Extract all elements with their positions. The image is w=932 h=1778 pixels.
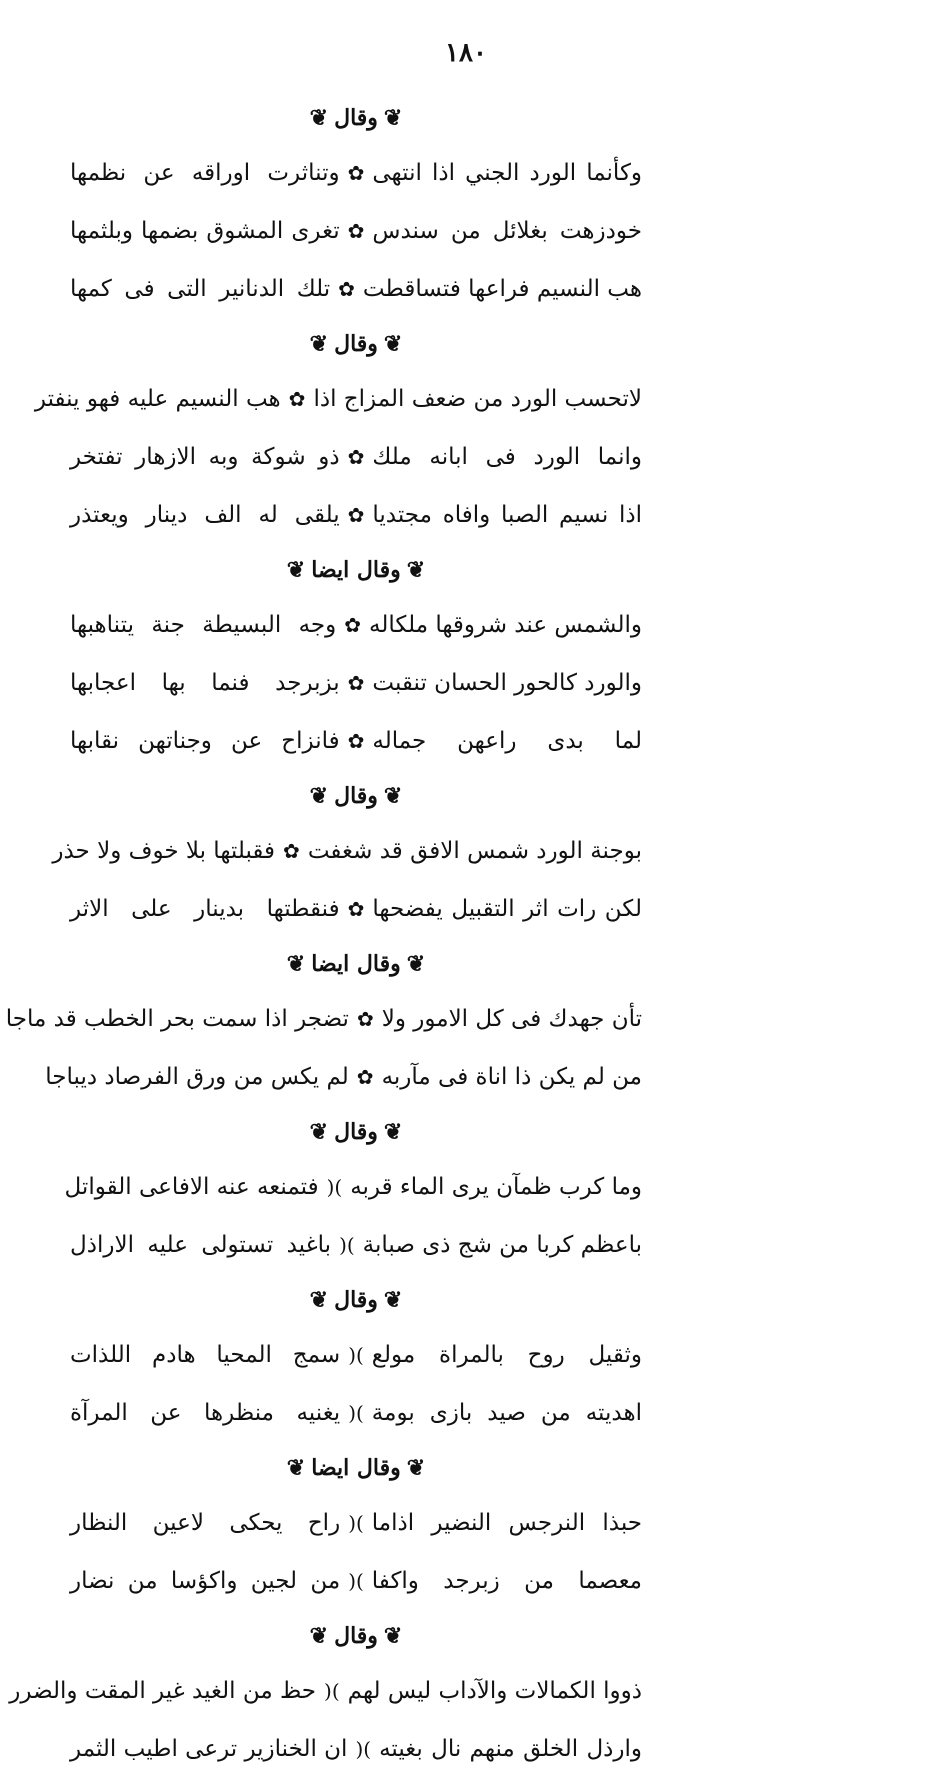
- heading-text: وقال ايضا: [311, 557, 401, 583]
- verse-first-hemistich: معصما من زبرجد واكفا: [371, 1568, 642, 1594]
- verse-first-hemistich: اهديته من صيد بازى بومة: [371, 1400, 642, 1426]
- verse-line: [45, 1048, 642, 1106]
- verse-second-hemistich: بزبرجد فنما بها اعجابها: [70, 670, 340, 696]
- ornament-icon: ❦: [309, 1623, 329, 1649]
- hemistich-separator: )(: [348, 1511, 364, 1535]
- verse-line: [5, 990, 642, 1048]
- ornament-icon: ❦: [383, 1287, 403, 1313]
- verse-line: [70, 1216, 642, 1274]
- hemistich-separator: ✿: [347, 161, 365, 185]
- hemistich-separator: ✿: [288, 387, 306, 411]
- verse-first-hemistich: هب النسيم فراعها فتساقطت: [362, 276, 642, 302]
- poem-content: [5, 92, 642, 1778]
- verse-second-hemistich: ذو شوكة وبه الازهار تفتخر: [69, 444, 340, 470]
- hemistich-separator: ✿: [356, 1065, 374, 1089]
- verse-first-hemistich: ذووا الكمالات والآداب ليس لهم: [347, 1678, 642, 1704]
- verse-second-hemistich: ان الخنازير ترعى اطيب الثمر: [70, 1736, 348, 1762]
- hemistich-separator: )(: [348, 1343, 364, 1367]
- section-heading: [70, 1610, 642, 1662]
- hemistich-separator: )(: [348, 1401, 364, 1425]
- verse-second-hemistich: سمج المحيا هادم اللذات: [69, 1342, 341, 1368]
- verse-second-hemistich: راح يحكى لاعين النظار: [69, 1510, 341, 1536]
- hemistich-separator: ✿: [344, 613, 362, 637]
- ornament-icon: ❦: [286, 1455, 306, 1481]
- heading-text: وقال: [334, 331, 378, 357]
- ornament-icon: ❦: [309, 331, 329, 357]
- hemistich-separator: ✿: [347, 897, 365, 921]
- ornament-icon: ❦: [286, 951, 306, 977]
- section-heading: [70, 92, 642, 144]
- verse-line: [70, 428, 642, 486]
- page-number: ١٨٠: [445, 38, 487, 68]
- verse-second-hemistich: تلك الدنانير التى فى كمها: [70, 276, 331, 302]
- verse-second-hemistich: فتمنعه عنه الافاعى القواتل: [64, 1174, 319, 1200]
- ornament-icon: ❦: [309, 783, 329, 809]
- verse-second-hemistich: وتناثرت اوراقه عن نظمها: [69, 160, 340, 186]
- verse-first-hemistich: والشمس عند شروقها ملكاله: [369, 612, 642, 638]
- verse-line: [70, 596, 642, 654]
- verse-line: [64, 1158, 642, 1216]
- section-heading: [70, 938, 642, 990]
- hemistich-separator: )(: [355, 1737, 372, 1761]
- hemistich-separator: ✿: [347, 445, 365, 469]
- verse-line: [70, 1494, 642, 1552]
- verse-second-hemistich: هب النسيم عليه فهو ينفتر: [34, 386, 281, 412]
- hemistich-separator: ✿: [347, 503, 365, 527]
- section-heading: [70, 544, 642, 596]
- verse-first-hemistich: تأن جهدك فى كل الامور ولا: [381, 1006, 642, 1032]
- ornament-icon: ❦: [383, 105, 403, 131]
- verse-line: [70, 712, 642, 770]
- verse-second-hemistich: فقبلتها بلا خوف ولا حذر: [52, 838, 276, 864]
- ornament-icon: ❦: [309, 1287, 329, 1313]
- hemistich-separator: )(: [348, 1569, 364, 1593]
- ornament-icon: ❦: [383, 1623, 403, 1649]
- verse-first-hemistich: بوجنة الورد شمس الافق قد شغفت: [307, 838, 642, 864]
- hemistich-separator: ✿: [356, 1007, 374, 1031]
- hemistich-separator: )(: [326, 1175, 343, 1199]
- verse-line: [70, 144, 642, 202]
- section-heading: [70, 770, 642, 822]
- verse-first-hemistich: وانما الورد فى ابانه ملك: [372, 444, 642, 470]
- verse-line: [34, 370, 642, 428]
- ornament-icon: ❦: [383, 1119, 403, 1145]
- verse-line: [70, 486, 642, 544]
- ornament-icon: ❦: [406, 951, 426, 977]
- section-heading: [70, 1442, 642, 1494]
- verse-first-hemistich: وثقيل روح بالمراة مولع: [371, 1342, 642, 1368]
- verse-second-hemistich: وجه البسيطة جنة يتناهبها: [70, 612, 337, 638]
- verse-line: [70, 880, 642, 938]
- section-heading: [70, 1274, 642, 1326]
- verse-second-hemistich: باغيد تستولى عليه الاراذل: [70, 1232, 332, 1258]
- hemistich-separator: )(: [324, 1679, 340, 1703]
- hemistich-separator: )(: [339, 1233, 355, 1257]
- verse-second-hemistich: يغنيه منظرها عن المرآة: [69, 1400, 341, 1426]
- verse-second-hemistich: لم يكس من ورق الفرصاد ديباجا: [45, 1064, 349, 1090]
- verse-second-hemistich: حظ من الغيد غير المقت والضرر: [9, 1678, 317, 1704]
- verse-first-hemistich: وما كرب ظمآن يرى الماء قربه: [350, 1174, 642, 1200]
- verse-line: [70, 1720, 642, 1778]
- verse-line: [70, 1384, 642, 1442]
- hemistich-separator: ✿: [338, 277, 355, 301]
- verse-second-hemistich: فنقطتها بدينار على الاثر: [69, 896, 340, 922]
- verse-second-hemistich: من لجين واكؤسا من نضار: [69, 1568, 341, 1594]
- ornament-icon: ❦: [383, 783, 403, 809]
- verse-line: [9, 1662, 642, 1720]
- heading-text: وقال: [334, 1623, 378, 1649]
- verse-line: [70, 260, 642, 318]
- ornament-icon: ❦: [406, 1455, 426, 1481]
- verse-line: [70, 1326, 642, 1384]
- verse-first-hemistich: لكن رات اثر التقبيل يفضحها: [372, 896, 642, 922]
- verse-second-hemistich: يلقى له الف دينار ويعتذر: [69, 502, 340, 528]
- heading-text: وقال ايضا: [311, 951, 401, 977]
- verse-first-hemistich: وكأنما الورد الجني اذا انتهى: [372, 160, 642, 186]
- ornament-icon: ❦: [309, 105, 329, 131]
- verse-line: [52, 822, 642, 880]
- verse-first-hemistich: اذا نسيم الصبا وافاه مجتديا: [372, 502, 642, 528]
- hemistich-separator: ✿: [347, 729, 365, 753]
- ornament-icon: ❦: [286, 557, 306, 583]
- heading-text: وقال ايضا: [311, 1455, 401, 1481]
- verse-first-hemistich: لما بدى راعهن جماله: [372, 728, 642, 754]
- verse-first-hemistich: والورد كالحور الحسان تنقبت: [372, 670, 642, 696]
- verse-first-hemistich: حبذا النرجس النضير اذاما: [371, 1510, 642, 1536]
- verse-first-hemistich: باعظم كربا من شج ذى صبابة: [362, 1232, 642, 1258]
- verse-first-hemistich: لاتحسب الورد من ضعف المزاج اذا: [313, 386, 642, 412]
- ornament-icon: ❦: [406, 557, 426, 583]
- heading-text: وقال: [334, 1119, 378, 1145]
- verse-first-hemistich: خودزهت بغلائل من سندس: [372, 218, 642, 244]
- verse-second-hemistich: تغرى المشوق بضمها وبلثمها: [69, 218, 340, 244]
- ornament-icon: ❦: [383, 331, 403, 357]
- verse-first-hemistich: وارذل الخلق منهم نال بغيته: [379, 1736, 642, 1762]
- section-heading: [70, 1106, 642, 1158]
- verse-second-hemistich: فانزاح عن وجناتهن نقابها: [69, 728, 340, 754]
- heading-text: وقال: [334, 1287, 378, 1313]
- hemistich-separator: ✿: [283, 839, 300, 863]
- hemistich-separator: ✿: [347, 219, 365, 243]
- verse-line: [70, 1552, 642, 1610]
- verse-line: [70, 202, 642, 260]
- heading-text: وقال: [334, 105, 378, 131]
- section-heading: [70, 318, 642, 370]
- hemistich-separator: ✿: [347, 671, 365, 695]
- heading-text: وقال: [334, 783, 378, 809]
- verse-second-hemistich: تضجر اذا سمت بحر الخطب قد ماجا: [5, 1006, 349, 1032]
- verse-line: [70, 654, 642, 712]
- ornament-icon: ❦: [309, 1119, 329, 1145]
- verse-first-hemistich: من لم يكن ذا اناة فى مآربه: [381, 1064, 642, 1090]
